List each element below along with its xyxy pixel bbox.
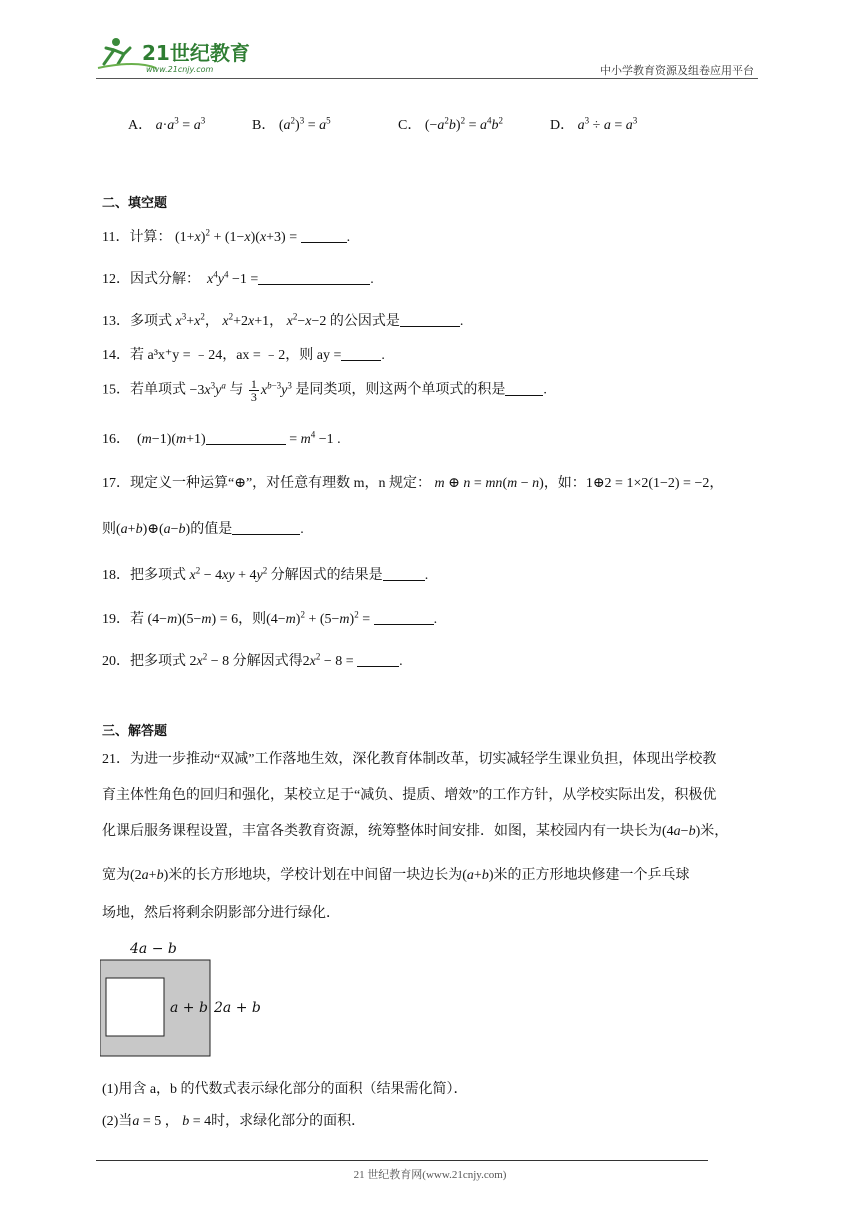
header-divider: [96, 78, 758, 79]
figure-inner-square: [106, 978, 164, 1036]
q19-expr-2: $(4-m)^2 + (5-m)^2$ =: [266, 609, 374, 627]
q17-definition: m ⊕ n = mn(m − n): [434, 476, 544, 491]
svg-text:www.21cnjy.com: www.21cnjy.com: [146, 65, 214, 74]
q12-expr: $x^4y^4 -1$ =: [207, 269, 259, 287]
question-21-line1: 21．为进一步推动“双减”工作落地生效，深化教育体制改革，切实减轻学生课业负担，体现出学校教: [102, 752, 717, 767]
q11-answer-blank[interactable]: [301, 228, 347, 243]
q21-square-expr: (a+b): [462, 868, 494, 883]
option-a-label: A．: [128, 118, 153, 133]
figure-inner-label: a + b: [170, 1000, 208, 1016]
question-13: 13．多项式 $x^3+x^2$， $x^2+2x+1$， $x^2-x-2$ 的公因式是 .: [102, 311, 464, 329]
section-fill-in-title: 二、填空题: [102, 196, 168, 211]
option-c: [398, 114, 503, 134]
question-12: 12．因式分解： $x^4y^4 -1$ = .: [102, 269, 374, 287]
option-d-label: D．: [550, 118, 575, 133]
q13-answer-blank[interactable]: [400, 312, 460, 327]
option-b: [252, 114, 331, 134]
question-21-sub1: (1)用含 a，b 的代数式表示绿化部分的面积（结果需化简）．: [102, 1082, 468, 1097]
option-c-expr: $(-a^2b)^2 = a^4b^2$: [424, 115, 503, 133]
question-18: 18．把多项式 $x^2 - 4xy + 4y^2$ 分解因式的结果是 .: [102, 565, 429, 583]
figure-top-label: 4a − b: [130, 941, 177, 957]
footer-divider: [96, 1160, 708, 1161]
svg-text:21世纪教育: 21世纪教育: [142, 41, 250, 65]
question-17-line2: 则(a+b)⊕(a−b)的值是 .: [102, 522, 304, 537]
q11-expr: $(1+x)^2 + (1-x)(x+3)$ =: [174, 227, 301, 245]
q17-example-expr: 1⊕2 = 1×2(1−2) = −2: [585, 476, 710, 491]
question-14: 14．若 a³x⁺y = ﹣24，ax = ﹣2，则 ay = .: [102, 348, 385, 363]
question-21-line5: 场地，然后将剩余阴影部分进行绿化．: [102, 906, 340, 921]
question-21-sub2: (2)当a = 5 ， b = 4时，求绿化部分的面积．: [102, 1114, 366, 1129]
question-21-line4: 宽为(2a+b)米的长方形地块，学校计划在中间留一块边长为(a+b)米的正方形地块修建一个乒乓球: [102, 868, 690, 883]
q17-expr: (a+b)⊕(a−b): [116, 522, 191, 537]
q14-answer-blank[interactable]: [341, 346, 381, 361]
option-c-label: C．: [398, 118, 422, 133]
q21-sub2-values: a = 5 ， b = 4: [132, 1114, 212, 1129]
option-a: [128, 114, 205, 134]
option-d: [550, 114, 637, 134]
question-21-line3: 化课后服务课程设置，丰富各类教育资源，统筹整体时间安排．如图，某校园内有一块长为(4a−b)米，: [102, 824, 729, 839]
site-name: 中小学教育资源及组卷应用平台: [600, 64, 754, 77]
q16-expr-left: (m−1)(m+1): [133, 432, 206, 447]
q19-expr-1: (4−m)(5−m) = 6: [147, 612, 239, 627]
q19-answer-blank[interactable]: [374, 610, 434, 625]
option-d-expr: $a^3 \div a = a^3$: [577, 115, 638, 133]
q20-answer-blank[interactable]: [357, 652, 399, 667]
q21-width-expr: (2a+b): [130, 868, 169, 883]
q18-answer-blank[interactable]: [383, 566, 425, 581]
question-21-line2: 育主体性角色的回归和强化，某校立足于“减负、提质、增效”的工作方针，从学校实际出发，积极优: [102, 788, 717, 803]
question-20: 20．把多项式 $2x^2 - 8$ 分解因式得$2x^2 - 8$ = .: [102, 651, 403, 669]
q20-expr-1: $2x^2 - 8$: [189, 651, 230, 669]
q21-figure: [100, 940, 270, 1060]
option-a-expr: $a\cdot a^3 = a^3$: [155, 115, 206, 133]
q21-length-expr: (4a−b): [662, 824, 701, 839]
option-b-label: B．: [252, 118, 276, 133]
q12-answer-blank[interactable]: [258, 270, 370, 285]
q16-expr-right: = $m^4 -1$ .: [285, 429, 341, 447]
footer-text: 21 世纪教育网(www.21cnjy.com): [353, 1169, 507, 1181]
question-16: 16． $(m-1)(m+1) = m^4 -1$ .: [102, 429, 341, 447]
q18-expr: $x^2 - 4xy + 4y^2$: [189, 565, 268, 583]
question-15: 15．若单项式 $-3x^3y^a$ 与 $\frac{1}{3}$ $x^{b-3}y^3$ 是同类项，则这两个单项式的积是 .: [102, 377, 547, 404]
q17-answer-blank[interactable]: [232, 520, 300, 535]
page-header: [96, 34, 758, 80]
section-answer-title: 三、解答题: [102, 724, 168, 739]
question-19: 19．若 (4−m)(5−m) = 6，则$(4-m)^2 + (5-m)^2$ = .: [102, 609, 438, 627]
q15-expr-2: $x^{b-3}y^3$: [260, 380, 292, 398]
question-17-line1: 17．现定义一种运算“⊕”，对任意有理数 m，n 规定： m ⊕ n = mn(m − n)，如：1⊕2 = 1×2(1−2) = −2，: [102, 476, 724, 491]
q20-expr-2: $2x^2 - 8$ =: [302, 651, 358, 669]
q15-fraction: $\frac{1}{3}$: [250, 377, 257, 404]
figure-right-label: 2a + b: [214, 1000, 261, 1016]
logo-21cnjy: [96, 34, 266, 76]
q15-expr-1: $-3x^3y^a$: [189, 380, 226, 398]
q15-answer-blank[interactable]: [505, 381, 543, 396]
question-11: 11．计算： $(1+x)^2 + (1-x)(x+3)$ = .: [102, 227, 351, 245]
q16-answer-blank[interactable]: [206, 430, 286, 445]
q13-expr: $x^3+x^2$， $x^2+2x+1$， $x^2-x-2$: [175, 311, 327, 329]
option-b-expr: $(a^2)^3 = a^5$: [278, 115, 331, 133]
